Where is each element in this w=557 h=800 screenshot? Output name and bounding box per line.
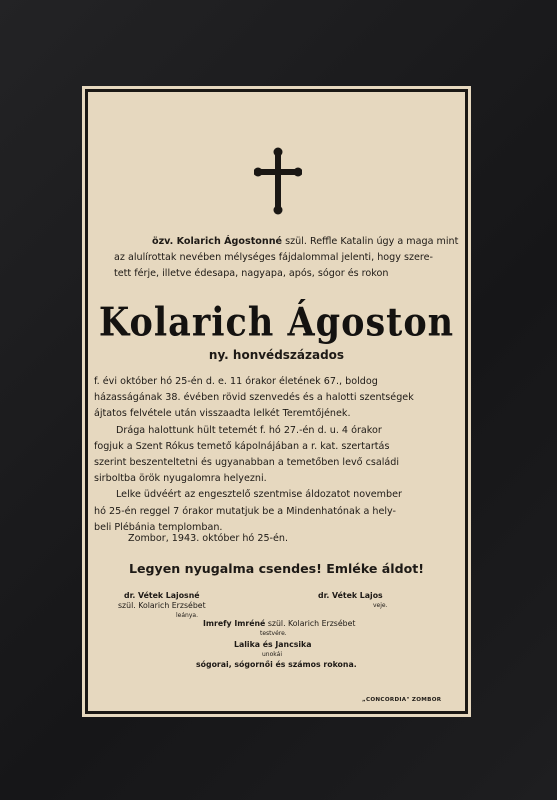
deceased-rank: ny. honvédszázados (208, 348, 345, 362)
intro-line-3: tett férje, illetve édesapa, nagyapa, após, sógor és rokon (114, 268, 389, 280)
body-line-1: f. évi október hó 25-én d. e. 11 órakor életének 67., boldog (94, 376, 378, 387)
intro-line-2: az alulírottak nevében mélységes fájdalommal jelenti, hogy szere- (114, 252, 434, 264)
signatory-3-name: Imrefy Imréné (203, 619, 266, 628)
intro-paragraph (114, 234, 459, 283)
signatory-1-name: dr. Vétek Lajosné (124, 591, 200, 600)
memorial-motto: Legyen nyugalma csendes! Emléke áldot! (128, 561, 425, 576)
body-line-9: hó 25-én reggel 7 órakor mutatjuk be a Mindenhatónak a hely- (94, 505, 397, 517)
signatory-4-relation: unokái (262, 651, 282, 658)
signatory-3 (203, 619, 355, 629)
body-line-6: szerint beszenteltetni és ugyanabban a temetőben levő családi (94, 457, 400, 469)
signatory-1-relation: leánya. (176, 612, 198, 619)
body-line-7: sirboltba örök nyugalomra helyezni. (94, 473, 267, 485)
signatory-3-maiden: szül. Kolarich Erzsébet (265, 619, 356, 628)
cross-icon (254, 147, 302, 215)
publisher-mark: „CONCORDIA" ZOMBOR (362, 697, 442, 703)
announcement-body (94, 374, 449, 536)
body-line-5: fogjuk a Szent Rókus temető kápolnájában a r. kat. szertartás (94, 440, 390, 452)
signatory-4-name: Lalika és Jancsika (234, 640, 312, 649)
signatory-5: sógorai, sógornői és számos rokona. (196, 660, 357, 669)
signatory-3-relation: testvére. (260, 630, 287, 637)
body-line-4: Drága halottunk hült tetemét f. hó 27.-én d. u. 4 órakor (116, 424, 382, 436)
obituary-card (82, 86, 471, 717)
widow-name: özv. Kolarich Ágostonné (152, 236, 283, 247)
body-line-8: Lelke üdvéért az engesztelő szentmise áldozatot november (116, 489, 402, 501)
deceased-name: Kolarich Ágoston (98, 299, 455, 346)
place-date: Zombor, 1943. október hó 25-én. (128, 533, 289, 544)
signatory-2-name: dr. Vétek Lajos (318, 591, 383, 600)
widow-maiden-name: szül. Reffle Katalin úgy a maga mint (282, 236, 459, 247)
body-line-10: beli Plébánia templomban. (94, 521, 223, 533)
signatory-2-relation: veje. (373, 602, 388, 609)
body-line-3: ájtatos felvétele után visszaadta lelkét Teremtőjének. (94, 408, 351, 420)
signatory-1 (124, 591, 200, 601)
signatory-1-maiden: szül. Kolarich Erzsébet (118, 601, 206, 610)
body-line-2: házasságának 38. évében rövid szenvedés és a halotti szentségek (94, 392, 414, 404)
